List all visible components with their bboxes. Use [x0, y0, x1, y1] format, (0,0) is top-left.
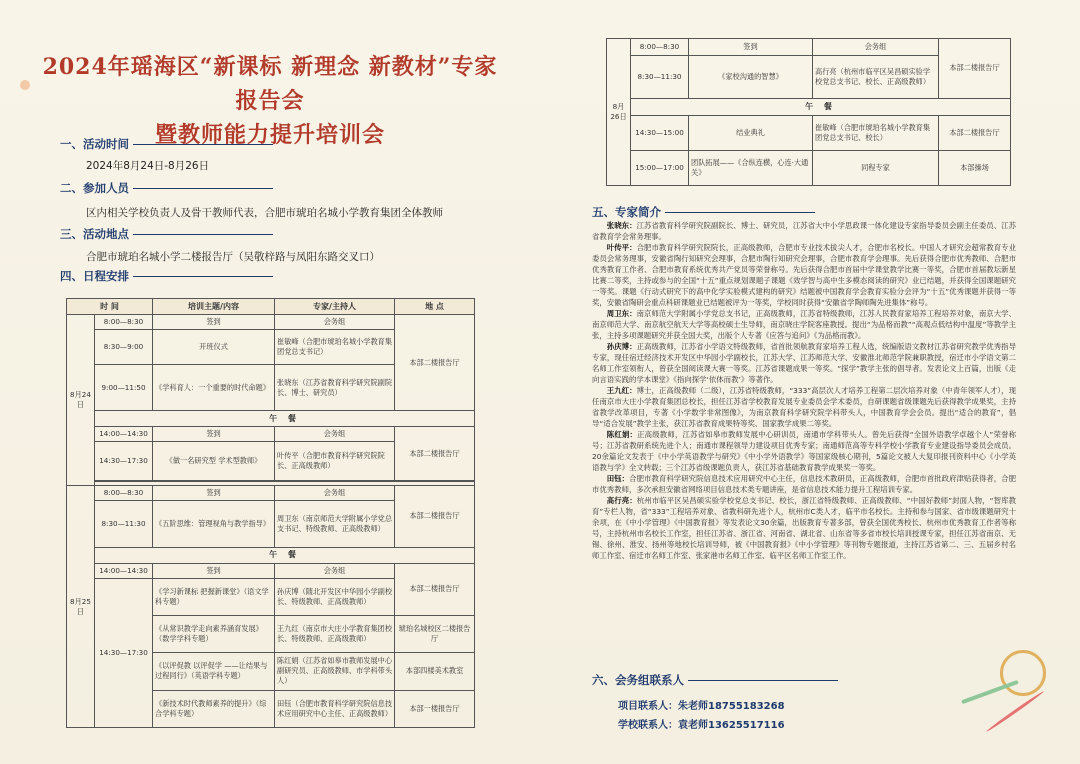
table-cell: 14:30—17:30 — [95, 442, 153, 481]
table-cell: 张晓东（江苏省教育科学研究院副院长、博士、研究员） — [275, 364, 395, 410]
table-cell: 会务组 — [275, 563, 395, 578]
table-cell: 陈红娟（江苏省如皋市教师发展中心副研究员、正高级教师、市学科带头人） — [275, 652, 395, 690]
table-cell: 团队拓展——《合纵连横，心连·大通关》 — [689, 151, 813, 186]
table-cell: 8:30—11:30 — [95, 501, 153, 547]
venue-cell: 本部二楼报告厅 — [939, 39, 1011, 99]
table-cell: 《学科育人：一个重要的时代命题》 — [153, 364, 275, 410]
table-cell: 14:30—17:30 — [95, 578, 153, 727]
schedule-table-left — [66, 298, 475, 728]
lunch-row: 午 餐 — [631, 98, 1011, 115]
expert-bio: 陈红娟：正高级教师，江苏省如皋市教师发展中心研训员，南通市学科带头人。曾先后获得“全国外语教学卓越个人”荣誉称号；江苏省教研系统先进个人；南通市课程领导力建设项目优秀专家；南通师范高等专科学校小学教育专业建设指导委员会成员。20余篇论文发表于《中小学英语教学与研究》《中小学外语教学》等国家级核心期刊，5篇论文被人大复印报刊资料中心《小学英语教与学》全文转载；三个江苏省级课题负责人，获江苏省基础教育教学成果奖一等奖。 — [592, 430, 1016, 472]
table-cell: 14:00—14:30 — [95, 563, 153, 578]
table-cell: 9:00—11:50 — [95, 364, 153, 410]
table-cell: 田钰（合肥市教育科学研究院信息技术应用研究中心主任、正高级教师） — [275, 690, 395, 727]
table-cell: 开班仪式 — [153, 330, 275, 365]
lunch-row: 午 餐 — [95, 411, 475, 427]
contact-school: 学校联系人：袁老师13625517116 — [618, 720, 785, 731]
table-cell: 签到 — [689, 39, 813, 56]
expert-bio: 孙庆博：正高级教师，江苏省小学语文特级教师，省首批领航教育家培养工程人选，统编版语文教材江苏省研究教学优秀指导专家，现任宿迁经济技术开发区中华园小学副校长，江苏大学、江苏师范大学、安徽淮北师范学院兼职教授，宿迁市小学语文第二名师工作室领衔人，曾获全国阅读课大赛一等奖。江苏省课题成果一等奖。“探学”教学主张的倡导者。发表论文上百篇，出版《走向言语实践的学本课堂》《指向探学‘依体而教’》等著作。 — [592, 342, 1016, 384]
date-cell-26: 8月26日 — [607, 39, 631, 186]
expert-bio: 张晓东：江苏省教育科学研究院副院长、博士、研究员，江苏省大中小学思政课一体化建设专家指导委员会副主任委员、江苏省教育学会常务理事。 — [592, 221, 1016, 241]
table-cell: 签到 — [153, 427, 275, 442]
expert-bios — [592, 220, 1016, 561]
table-cell: 《新技术时代教师素养的提升》（综合学科专题） — [153, 690, 275, 727]
section-experts-heading: 五、专家简介 — [592, 204, 815, 220]
header-topic: 培训主题/内容 — [153, 299, 275, 315]
venue-cell: 本部四楼美术教室 — [395, 652, 475, 690]
table-cell: 《以评促教 以评促学 ——让结果与过程同行》（英语学科专题） — [153, 652, 275, 690]
section-participants-text: 区内相关学校负责人及骨干教师代表，合肥市琥珀名城小学教育集团全体教师 — [86, 207, 443, 219]
table-cell: 王九红（南京市大庄小学教育集团校长、特级教师、正高级教师） — [275, 615, 395, 652]
expert-bio: 王九红：博士，正高级教师（二级），江苏省特级教师，“333”高层次人才培养工程第二层次培养对象（中青年领军人才），现任南京市大庄小学教育集团总校长，担任江苏省学校教育发展专业委员会学术委员，自研课题省级课题先后获得教学成果奖，主持省教学改革项目，专著《小学数学非常图像》，为南京教育科学研究院学科带头人，中国教育学会会员。提出“适合的教育”，倡导“适合发展”教学主张，获江苏省教育成果特等奖、国家教学成果二等奖。 — [592, 386, 1016, 428]
venue-cell: 本部一楼报告厅 — [395, 690, 475, 727]
table-cell: 《做一名研究型 学术型教师》 — [153, 442, 275, 481]
section-schedule-heading: 四、日程安排 — [60, 268, 273, 284]
date-cell-24: 8月24日 — [67, 315, 95, 486]
section-time-heading: 一、活动时间 — [60, 136, 273, 152]
section-venue-heading: 三、活动地点 — [60, 226, 273, 242]
header-time: 时 间 — [67, 299, 153, 315]
venue-cell: 本部操场 — [939, 151, 1011, 186]
venue-cell: 琥珀名城校区二楼报告厅 — [395, 615, 475, 652]
schedule-table-right — [606, 38, 1011, 186]
table-cell: 14:00—14:30 — [95, 427, 153, 442]
header-venue: 地 点 — [395, 299, 475, 315]
table-cell: 签到 — [153, 563, 275, 578]
table-cell: 《五阶思维：管理视角与教学指导》 — [153, 501, 275, 547]
section-participants-heading: 二、参加人员 — [60, 180, 273, 196]
table-cell: 结业典礼 — [689, 116, 813, 151]
table-cell: 8:00—8:30 — [631, 39, 689, 56]
table-cell: 崔敏峰（合肥市琥珀名城小学教育集团党总支书记） — [275, 330, 395, 365]
header-expert: 专家/主持人 — [275, 299, 395, 315]
table-cell: 《学习新课标 把握新课堂》（语文学科专题） — [153, 578, 275, 615]
decor-ring — [1000, 650, 1046, 696]
table-cell: 8:00—8:30 — [95, 486, 153, 501]
table-cell: 会务组 — [275, 427, 395, 442]
table-cell: 《家校沟通的智慧》 — [689, 56, 813, 98]
lunch-row: 午 餐 — [95, 547, 475, 563]
venue-cell: 本部二楼报告厅 — [395, 486, 475, 547]
date-cell-25: 8月25日 — [67, 486, 95, 728]
table-cell: 会务组 — [813, 39, 939, 56]
table-cell: 8:30—11:30 — [631, 56, 689, 98]
venue-cell: 本部二楼报告厅 — [395, 315, 475, 411]
expert-bio: 周卫东：南京师范大学附属小学党总支书记，正高级教师，江苏省特级教师，江苏人民教育家培养工程培养对象，南京大学、南京师范大学、南京航空航天大学等高校硕士生导师，南京晓庄学院客座教授。提出“为品格而教”“高观点低结构中温度”等教学主张，主持多项课题研究并获全国大奖，出版个人专著《应答与追问》《为品格而教》。 — [592, 309, 1016, 340]
table-cell: 签到 — [153, 315, 275, 330]
section-time-text: 2024年8月24日-8月26日 — [86, 160, 210, 172]
table-cell: 叶传平（合肥市教育科学研究院院长、正高级教师） — [275, 442, 395, 481]
contact-project: 项目联系人：朱老师18755183268 — [618, 701, 785, 712]
venue-cell: 本部二楼报告厅 — [939, 116, 1011, 151]
table-cell: 《从常识教学走向素养涵育发展》（数学学科专题） — [153, 615, 275, 652]
table-cell: 8:30—9:00 — [95, 330, 153, 365]
table-cell: 周卫东（南京师范大学附属小学党总支书记、特级教师、正高级教师） — [275, 501, 395, 547]
table-cell: 8:00—8:30 — [95, 315, 153, 330]
title-line-2: 暨教师能力提升培训会 — [154, 122, 385, 148]
table-cell: 高行亮（杭州市临平区吴昌硕实验学校党总支书记、校长、正高级教师） — [813, 56, 939, 98]
decor-dot — [20, 80, 30, 90]
title-line-1: 2024年瑶海区“新课标 新理念 新教材”专家报告会 — [42, 54, 498, 114]
table-cell: 孙庆博（随北开发区中华园小学副校长、特级教师、正高级教师） — [275, 578, 395, 615]
venue-cell: 本部二楼报告厅 — [395, 563, 475, 615]
expert-bio: 高行亮：杭州市临平区吴昌硕实验学校党总支书记、校长，浙江省特级教师、正高级教师、“中国好教师”封面人物，“智库教育”专栏人物，省“333”工程培养对象、省教科研先进个人，杭州市C类人才，临平市名校长。主持和参与国家、省市级课题研究十余项，在《中小学管理》《中国教育报》等发表论文30余篇，出版教育专著多部，曾获全国优秀校长、杭州市优秀教育工作者等称号，主持杭州市名校长工作室，担任江苏省、浙江省、河南省、湖北省、山东省等多省市校长培训授课专家，担任江苏省南京、无锡、徐州、淮安、扬州等地校长培训导师，被《中国教育报》《中小学管理》等刊物专题报道，主持江苏省第二、三、五届乡村名师工作室、宿迁市名师工作室、张家港市名师工作室、临平区名师工作室工作。 — [592, 496, 1016, 560]
table-cell: 同程专家 — [813, 151, 939, 186]
section-venue-text: 合肥市琥珀名城小学二楼报告厅（吴敬梓路与凤阳东路交叉口） — [86, 251, 380, 263]
table-cell: 会务组 — [275, 315, 395, 330]
table-cell: 14:30—15:00 — [631, 116, 689, 151]
table-cell: 15:00—17:00 — [631, 151, 689, 186]
venue-cell: 本部二楼报告厅 — [395, 427, 475, 481]
table-cell: 会务组 — [275, 486, 395, 501]
table-cell: 签到 — [153, 486, 275, 501]
expert-bio: 田钰：合肥市教育科学研究院信息技术应用研究中心主任，信息技术教研员，正高级教师，合肥市首批政府津贴获得者，合肥市优秀教师，多次承担安徽省网络项目信息技术类专题讲座，是省信息技术能力提升工程培训专家。 — [592, 474, 1016, 494]
expert-bio: 叶传平：合肥市教育科学研究院院长，正高级教师，合肥市专业技术拔尖人才，合肥市名校长。中国人才研究会超常教育专业委员会常务理事，安徽省陶行知研究会理事，合肥市陶行知研究会理事，合肥市教育学会理事。先后获得合肥市优秀教师、合肥市优秀教育工作者、合肥市教育系统优秀共产党员等荣誉称号。先后获得合肥市首届中学课堂教学比赛一等奖，合肥市首届教坛新星比赛二等奖，主持或参与的全国“十五”重点规划课题子课题《效学智与高中生多模态阅读的研究》业已结题，并获得全国课题研究一等奖。课题《行动式研究下的高中化学实验模式建构的研究》结题被中国教育学会教育实验分会评为“十五”优秀课题并获得一等奖，安徽省陶研会重点科研课题业已结题被评为一等奖，学校同时获得“安徽省学陶师陶先进集体”称号。 — [592, 243, 1016, 307]
section-contacts-heading: 六、会务组联系人 — [592, 672, 838, 688]
table-cell: 崔敏峰（合肥市琥珀名城小学教育集团党总支书记、校长） — [813, 116, 939, 151]
